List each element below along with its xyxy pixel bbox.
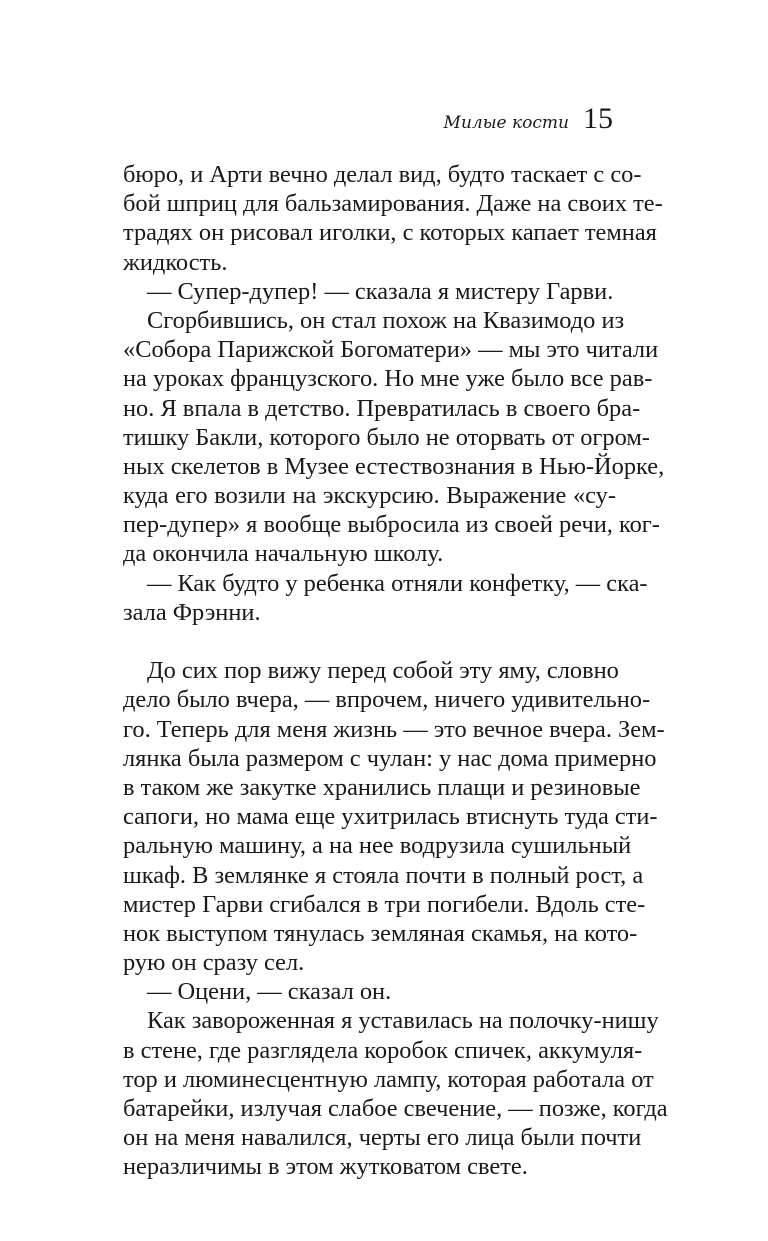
text-line: «Собора Парижской Богоматери» — мы это читали xyxy=(123,336,659,364)
text-line: — Оцени, — сказал он. xyxy=(147,978,392,1006)
body-text xyxy=(123,160,668,1182)
text-line: мистер Гарви сгибался в три погибели. Вдоль сте- xyxy=(123,890,646,918)
text-line: бой шприц для бальзамирования. Даже на своих те- xyxy=(123,190,663,218)
text-line: сапоги, но мама еще ухитрилась втиснуть туда сти- xyxy=(123,803,658,831)
text-line: До сих пор вижу перед собой эту яму, словно xyxy=(147,657,619,685)
text-line: неразличимы в этом жутковатом свете. xyxy=(123,1153,528,1181)
text-line: на уроках французского. Но мне уже было все рав- xyxy=(123,365,653,393)
text-line: го. Теперь для меня жизнь — это вечное вчера. Зем- xyxy=(123,715,665,743)
text-line: в стене, где разглядела коробок спичек, аккумуля- xyxy=(123,1036,643,1064)
text-line: пер-дупер» я вообще выбросила из своей речи, ког- xyxy=(123,511,660,539)
page-number: 15 xyxy=(583,102,613,135)
text-line: батарейки, излучая слабое свечение, — позже, когда xyxy=(123,1095,668,1122)
text-line: традях он рисовал иголки, с которых капает темная xyxy=(123,219,657,247)
text-line: рую он сразу сел. xyxy=(123,949,305,977)
text-line: — Супер-дупер! — сказала я мистеру Гарви. xyxy=(147,277,614,305)
text-line: жидкость. xyxy=(123,248,228,276)
text-line: зала Фрэнни. xyxy=(123,598,261,626)
text-line: лянка была размером с чулан: у нас дома примерно xyxy=(123,744,657,772)
text-line: ральную машину, а на нее водрузила сушильный xyxy=(123,832,632,860)
text-line: дело было вчера, — впрочем, ничего удивительно- xyxy=(123,686,651,714)
text-line: тор и люминесцентную лампу, которая работала от xyxy=(123,1065,654,1093)
text-line: ных скелетов в Музее естествознания в Нью-Йорке, xyxy=(123,452,665,480)
text-line: Как завороженная я уставилась на полочку-нишу xyxy=(147,1007,659,1035)
text-line: шкаф. В землянке я стояла почти в полный рост, а xyxy=(123,861,644,889)
text-line: да окончила начальную школу. xyxy=(123,540,444,568)
text-line: Сгорбившись, он стал похож на Квазимодо из xyxy=(147,306,625,334)
text-line: куда его возили на экскурсию. Выражение «су- xyxy=(123,482,616,510)
running-title: Милые кости xyxy=(443,113,569,133)
text-line: — Как будто у ребенка отняли конфетку, — ска- xyxy=(147,569,648,597)
text-line: в таком же закутке хранились плащи и резиновые xyxy=(123,773,641,801)
section-break xyxy=(123,627,616,656)
text-line: он на меня навалился, черты его лица были почти xyxy=(123,1124,642,1152)
text-line: нок выступом тянулась земляная скамья, на кото- xyxy=(123,919,638,947)
text-line: тишку Бакли, которого было не оторвать от огром- xyxy=(123,423,650,451)
text-line: бюро, и Арти вечно делал вид, будто таскает с со- xyxy=(123,161,642,188)
page-header xyxy=(444,102,613,136)
text-line: но. Я впала в детство. Превратилась в своего бра- xyxy=(123,394,641,422)
